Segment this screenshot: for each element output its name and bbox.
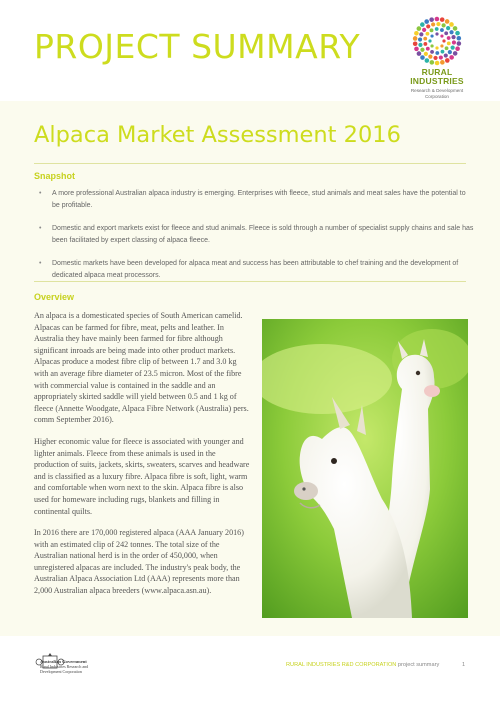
logo-dot: [444, 31, 448, 35]
logo-dot: [447, 41, 451, 45]
overview-body: [34, 310, 252, 607]
logo-dot: [442, 23, 446, 27]
logo-dot: [448, 50, 452, 54]
logo-dot: [452, 40, 456, 44]
logo-dot: [417, 26, 422, 31]
logo-dot: [424, 52, 428, 56]
logo-dot: [426, 24, 430, 28]
logo-dot: [428, 55, 432, 59]
logo-dot: [440, 60, 445, 65]
logo-name: RURAL INDUSTRIES: [410, 67, 464, 86]
logo-dot: [426, 47, 430, 51]
logo-dot: [431, 22, 435, 26]
logo-dot: [447, 36, 451, 40]
overview-paragraph: Higher economic value for fleece is associated with younger and lighter animals. Fleece from these animals is used in the production of suits, jackets, skirts, sweaters, scarves and headware and is classified as a luxury fibre. Alpaca fibre is soft, light, warm and comfortable when worn next to the skin. Alpaca fibre is also used for homeware including rugs, blankets and filling in continental quilts.: [34, 436, 250, 516]
logo-dot: [420, 48, 424, 52]
logo-dot: [446, 26, 450, 30]
logo-dot: [423, 37, 427, 41]
logo-dot: [430, 60, 435, 65]
logo-dot: [436, 22, 440, 26]
logo-dot: [429, 17, 434, 22]
logo-dot: [440, 28, 444, 32]
header-title: PROJECT SUMMARY: [34, 27, 361, 66]
logo-dot: [451, 46, 455, 50]
logo-dot: [418, 37, 422, 41]
logo-dot: [423, 42, 427, 46]
logo-dot: [445, 58, 450, 63]
snapshot-item: • A more professional Australian alpaca industry is emerging. Enterprises with fleece, stud animals and meat sales have the potential to be profitable.: [34, 188, 474, 212]
logo-dot: [435, 46, 438, 49]
logo-dot: [440, 17, 445, 22]
title-divider: [34, 163, 466, 164]
snapshot-list: [34, 188, 474, 293]
logo-dot: [413, 36, 418, 41]
logo-dot: [430, 50, 434, 54]
logo-dot: [433, 56, 437, 60]
logo-dot: [414, 31, 419, 36]
logo-dot: [451, 35, 455, 39]
snapshot-item: • Domestic markets have been developed for alpaca meat and success has been attributable to chef training and the development of dedicated alpaca meat processors.: [34, 258, 474, 282]
overview-paragraph: An alpaca is a domesticated species of South American camelid. Alpacas can be farmed for fibre, meat, pelts and leather. In Australia they have mainly been farmed for fibre although significant inroads are being made into other product markets. Alpacas produce a modest fibre clip of between 1.7 and 3.0 kg with an average fibre diameter of 23.5 micron. Most of the fibre with commercial value is contained in the saddle and an appropriately skirted saddle will yield between 0.5 and 1 kg of fleece (Annette Woodgate, Alpaca Fibre Network (Australia) pers. comm September 2016).: [34, 311, 249, 425]
logo-dot: [413, 41, 418, 46]
alpaca-photo: [262, 319, 468, 618]
rural-industries-logo: [398, 16, 476, 98]
page-header: [0, 0, 500, 101]
logo-dot: [420, 55, 425, 60]
logo-dot: [414, 47, 419, 52]
logo-dot: [426, 32, 430, 36]
logo-dot: [439, 55, 443, 59]
footer-caption: RURAL INDUSTRIES R&D CORPORATION project summary: [286, 662, 440, 668]
overview-heading: Overview: [34, 292, 75, 302]
logo-dot: [453, 51, 458, 56]
logo-dot: [417, 51, 422, 56]
logo-dot: [419, 32, 423, 36]
logo-dot: [444, 53, 448, 57]
logo-dot: [424, 19, 429, 24]
logo-dot: [449, 22, 454, 27]
logo-dot: [449, 30, 453, 34]
logo-dot: [430, 34, 433, 37]
logo-dot: [435, 61, 440, 66]
dot-sunburst-icon: [412, 16, 462, 66]
logo-dot: [425, 58, 430, 63]
logo-dot: [453, 26, 458, 31]
logo-dot: [442, 39, 445, 42]
logo-dot: [455, 46, 460, 51]
logo-dot: [440, 44, 443, 47]
logo-dot: [457, 36, 462, 41]
logo-dot: [430, 28, 434, 32]
logo-dot: [428, 39, 431, 42]
logo-dot: [430, 44, 433, 47]
logo-dot: [435, 27, 439, 31]
document-title: Alpaca Market Assessment 2016: [34, 122, 401, 148]
logo-dot: [435, 51, 439, 55]
logo-dot: [455, 31, 460, 36]
logo-dot: [449, 55, 454, 60]
page-number: 1: [462, 662, 466, 668]
government-text: Australian Government Rural Industries Research and Development Corporation: [40, 659, 89, 674]
snapshot-item: • Domestic and export markets exist for fleece and stud animals. Fleece is sold through a number of specialist supply chains and sale has been facilitated by expert classing of alpaca fleece.: [34, 223, 474, 247]
snapshot-heading: Snapshot: [34, 171, 76, 181]
logo-dot: [445, 46, 449, 50]
logo-dot: [420, 22, 425, 27]
logo-subtitle: Research & Development Corporation: [410, 88, 464, 99]
logo-dot: [435, 17, 440, 22]
logo-dot: [445, 19, 450, 24]
overview-paragraph: In 2016 there are 170,000 registered alpaca (AAA January 2016) with an estimated clip of 242 tonnes. The total size of the Australian national herd is in the order of 450,000, when unregistered alpacas are included. The industry's peak body, the Australian Alpaca Association Ltd (AAA) represents more than 2,000 Australian alpaca breeders (www.alpaca.asn.au).: [34, 528, 244, 596]
logo-dot: [435, 32, 438, 35]
logo-dot: [457, 41, 462, 46]
logo-dot: [418, 43, 422, 47]
snapshot-divider: [34, 281, 466, 282]
logo-dot: [440, 34, 443, 37]
logo-dot: [422, 28, 426, 32]
logo-dot: [441, 50, 445, 54]
